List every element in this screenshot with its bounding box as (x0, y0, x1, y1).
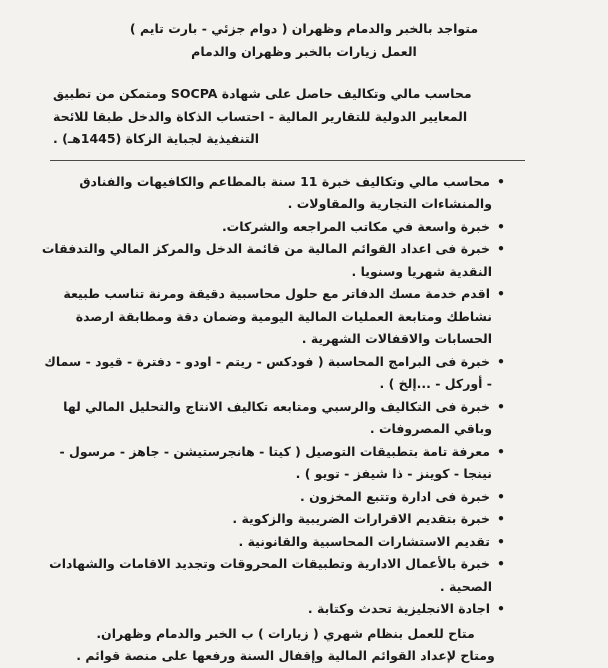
list-item: • خبرة فى البرامج المحاسبة ( فودكس - ريتم - اودو - دفترة - قيود - سماك - أوركل - ...إلخ ) . (40, 351, 505, 396)
divider (50, 160, 525, 161)
work-visits-title-line: العمل زيارات بالخبر وظهران والدمام (191, 43, 417, 59)
footer-availability-line: متاح للعمل بنظام شهري ( زيارات ) ب الخبر والدمام وظهران. (96, 625, 475, 641)
list-item: • معرفة تامة بتطبيقات التوصيل ( كيتا - هانجرستيشن - جاهز - مرسول - نينجا - كوينز - ذا شيفز - تويو ) . (40, 441, 505, 486)
footer (53, 623, 518, 668)
list-item: • خبرة فى ادارة وتتبع المخزون . (40, 486, 505, 509)
list-item: • خبرة واسعة في مكاتب المراجعه والشركات. (40, 216, 505, 239)
list-item: • خبرة فى اعداد القوائم المالية من قائمة الدخل والمركز المالي والتدفقات النقدية شهريا وسنويا . (40, 238, 505, 283)
list-item: • خبرة بالأعمال الادارية وتطبيقات المحروقات وتجديد الاقامات والشهادات الصحية . (40, 553, 505, 598)
availability-title-line: متواجد بالخبر والدمام وظهران ( دوام جزئي - بارت تايم ) (129, 21, 479, 36)
profile-summary-paragraph: محاسب مالي وتكاليف حاصل على شهادة SOCPA ومتمكن من تطبيق المعايير الدولية للتقارير المالية - احتساب الذكاة والدخل طبقا للائحة التنفيذية لجباية الزكاة (1445هـ) . (53, 86, 472, 146)
qualifications-list (40, 171, 518, 621)
list-item: • اجادة الانجليزية تحدث وكتابة . (40, 598, 505, 621)
list-item: • تقديم الاستشارات المحاسبية والقانونية . (40, 531, 505, 554)
header (0, 18, 608, 63)
list-item: • محاسب مالي وتكاليف خبرة 11 سنة بالمطاعم والكافيهات والفنادق والمنشاءات التجارية والمقاولات . (40, 171, 505, 216)
footer-statements-line: ومتاح لإعداد القوائم المالية وإقفال السنة ورفعها على منصة قوائم . (76, 648, 495, 663)
list-item: • خبرة فى التكاليف والرسبي ومتابعه تكاليف الانتاج والتحليل المالي لها وباقي المصروفات . (40, 396, 505, 441)
list-item: • خبرة بتقديم الاقرارات الضريبية والزكوية . (40, 508, 505, 531)
list-item: • اقدم خدمة مسك الدفاتر مع حلول محاسبية دقيقة ومرنة تناسب طبيعة نشاطك ومتابعة العمليات المالية اليومية وضمان دقة ومطابقة ارصدة الحسابات والاقفالات الشهرية . (40, 283, 505, 351)
